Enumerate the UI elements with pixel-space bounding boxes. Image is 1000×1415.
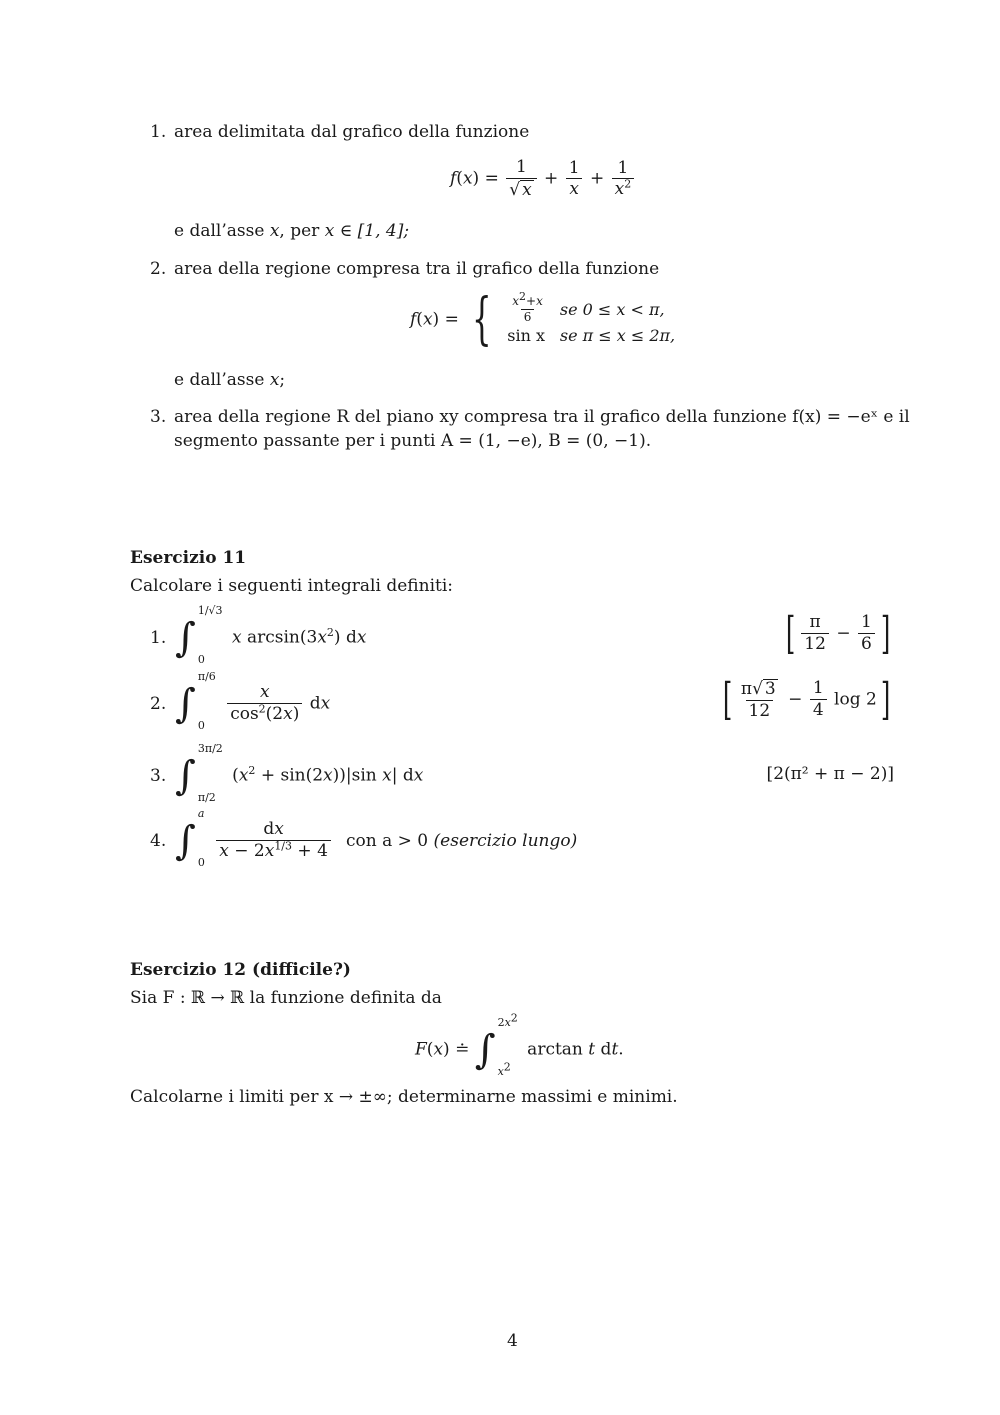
integral-1: ∫ 1/√3 0 x $\arcsin(3x^2)$ dx bbox=[175, 604, 367, 666]
list-item-1-text: area delimitata dal grafico della funzione bbox=[174, 122, 530, 142]
formula-f-item1: f(x) = $\frac{1}{√ x}$ + $\frac{1}{x}$ + $\frac{1}{x^2}$ bbox=[450, 158, 636, 200]
list-item-2-after: e dall’asse x; bbox=[174, 370, 286, 390]
list-item-1-after: e dall’asse x, per x ∈ [1, 4]; bbox=[174, 221, 410, 241]
exercise-12-conclusion: Calcolarne i limiti per x → ±∞; determinarne massimi e minimi. bbox=[130, 1087, 678, 1107]
page-number: 4 bbox=[507, 1331, 518, 1351]
list-item-1-number: 1. bbox=[150, 122, 167, 142]
integral-2: ∫ π/6 0 $\frac{x}{\cos^2(2x)}$ dx bbox=[175, 670, 331, 732]
formula-F-definition: F(x) ≐ ∫ $2x^2$ $x^2$ arctan t dt. bbox=[415, 1011, 624, 1078]
integral-3-answer: [2(π² + π − 2)] bbox=[766, 764, 894, 784]
case-2-condition: se π ≤ x ≤ 2π, bbox=[559, 326, 676, 346]
integral-3: ∫ 3π/2 π/2 $(x^2 + \sin(2x))|\sin$ x| dx bbox=[175, 742, 424, 804]
integral-4: ∫ a 0 $\frac{dx}{x - 2x^{1/3} + 4}$ bbox=[175, 813, 333, 869]
list-item-2-number: 2. bbox=[150, 259, 167, 279]
integral-4-number: 4. bbox=[150, 831, 167, 851]
case-2-expression: sin x bbox=[507, 326, 546, 346]
exercise-12-heading: Esercizio 12 (difficile?) bbox=[130, 960, 351, 980]
list-item-2-text: area della regione compresa tra il grafico della funzione bbox=[174, 259, 660, 279]
integral-3-number: 3. bbox=[150, 766, 167, 786]
list-item-3-line2: segmento passante per i punti A = (1, −e), B = (0, −1). bbox=[174, 431, 652, 451]
integral-1-answer: [ $\frac{\pi}{12}$ − $\frac{1}{6}$ ] bbox=[785, 608, 891, 659]
exercise-11-heading: Esercizio 11 bbox=[130, 548, 247, 568]
list-item-3-line1: area della regione R del piano xy compresa tra il grafico della funzione f(x) = −eˣ e il bbox=[174, 407, 910, 427]
exercise-11-intro: Calcolare i seguenti integrali definiti: bbox=[130, 576, 453, 596]
integral-2-number: 2. bbox=[150, 694, 167, 714]
integral-4-condition: con a > 0 (esercizio lungo) bbox=[346, 831, 578, 851]
formula-piecewise: f(x) = { $\frac{x^2+x}{6}$ se 0 ≤ x < π, sin x se π ≤ x ≤ 2π, bbox=[410, 292, 685, 348]
list-item-3-number: 3. bbox=[150, 407, 167, 427]
exercise-12-intro: Sia F : ℝ → ℝ la funzione definita da bbox=[130, 988, 442, 1008]
case-1-condition: se 0 ≤ x < π, bbox=[559, 300, 665, 319]
integral-1-number: 1. bbox=[150, 628, 167, 648]
integral-2-answer: [ $\frac{\pi√ 3}{12}$ − $\frac{1}{4}$ log 2] bbox=[722, 674, 891, 725]
